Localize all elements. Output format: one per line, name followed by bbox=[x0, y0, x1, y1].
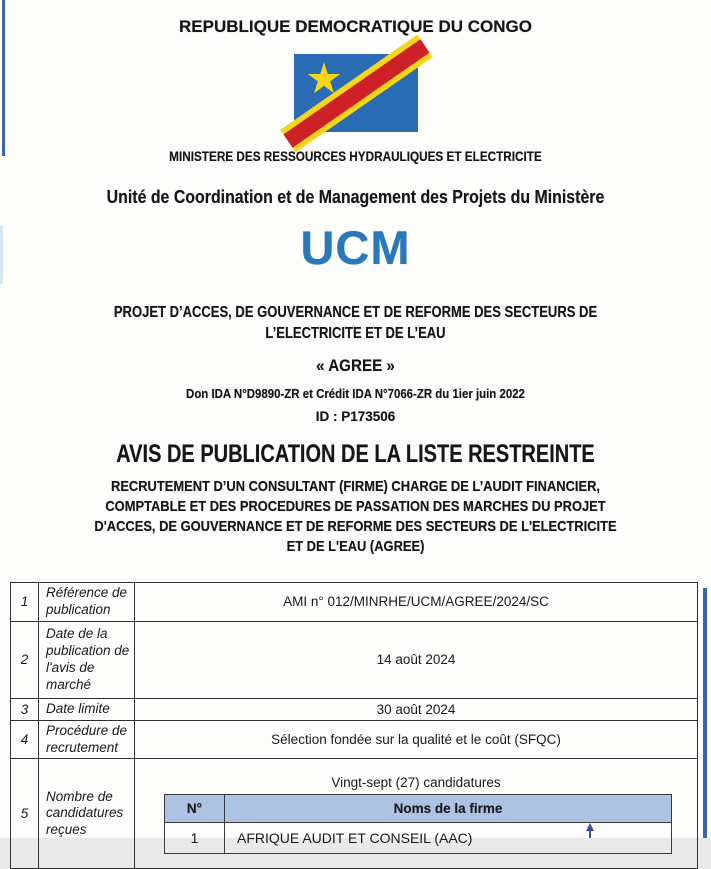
table-row-reference bbox=[11, 583, 698, 622]
project-label-agree: « AGREE » bbox=[316, 357, 395, 375]
table-row-candidatures bbox=[11, 759, 698, 869]
row-value bbox=[135, 759, 698, 869]
row-number: 1 bbox=[11, 583, 39, 622]
coordination-unit-title: Unité de Coordination et de Management des Projets du Ministère bbox=[106, 186, 605, 207]
table-row-deadline bbox=[11, 698, 698, 720]
table-row-publication-date bbox=[11, 621, 698, 698]
project-id: ID : P173506 bbox=[315, 409, 396, 424]
candidate-row bbox=[165, 823, 672, 854]
ucm-acronym: UCM bbox=[300, 221, 411, 274]
row-label: Date de la publication de l'avis de marché bbox=[39, 621, 135, 698]
row-value: 14 août 2024 bbox=[135, 621, 698, 698]
candidate-name: AFRIQUE AUDIT ET CONSEIL (AAC) bbox=[225, 823, 672, 854]
project-title: PROJET D’ACCES, DE GOUVERNANCE ET DE REFORME DES SECTEURS DE L’ELECTRICITE ET DE L’EAU bbox=[113, 304, 598, 342]
candidate-number: 1 bbox=[165, 823, 225, 854]
candidatures-count: Vingt-sept (27) candidatures bbox=[331, 775, 501, 791]
row-number: 3 bbox=[11, 698, 39, 720]
row-value: Sélection fondée sur la qualité et le coût (SFQC) bbox=[135, 720, 698, 759]
row-label: Nombre de candidatures reçues bbox=[39, 759, 135, 869]
candidates-col-num: N° bbox=[165, 795, 225, 823]
row-number: 2 bbox=[11, 621, 39, 698]
drc-flag bbox=[294, 54, 418, 132]
table-row-procedure bbox=[11, 720, 698, 759]
row-value: AMI n° 012/MINRHE/UCM/AGREE/2024/SC bbox=[135, 583, 698, 622]
candidates-table bbox=[164, 794, 672, 854]
row-label: Procédure de recrutement bbox=[39, 720, 135, 759]
ministry-title: MINISTERE DES RESSOURCES HYDRAULIQUES ET ELECTRICITE bbox=[169, 149, 542, 164]
country-title: REPUBLIQUE DEMOCRATIQUE DU CONGO bbox=[179, 17, 532, 36]
row-label: Date limite bbox=[39, 698, 135, 720]
row-label: Référence de publication bbox=[39, 583, 135, 622]
row-number: 4 bbox=[11, 720, 39, 759]
details-table bbox=[10, 582, 698, 869]
row-value: 30 août 2024 bbox=[135, 698, 698, 720]
candidates-col-name: Noms de la firme bbox=[225, 795, 672, 823]
row-number: 5 bbox=[11, 759, 39, 869]
scan-edge-line-right bbox=[703, 588, 707, 838]
funding-reference-line: Don IDA N°D9890-ZR et Crédit IDA N°7066-ZR du 1ier juin 2022 bbox=[186, 386, 525, 401]
notice-title: AVIS DE PUBLICATION DE LA LISTE RESTREINTE bbox=[116, 440, 595, 468]
notice-subtitle: RECRUTEMENT D’UN CONSULTANT (FIRME) CHARGE DE L’AUDIT FINANCIER, COMPTABLE ET DES PROCEDURES DE PASSATION DES MARCHES DU PROJET D'ACCES, DE GOUVERNANCE ET DE REFORME DES SECTEURS DE L'ELECTRICITE ET DE L'EAU (AGREE) bbox=[94, 478, 617, 555]
candidates-header-row bbox=[165, 795, 672, 823]
